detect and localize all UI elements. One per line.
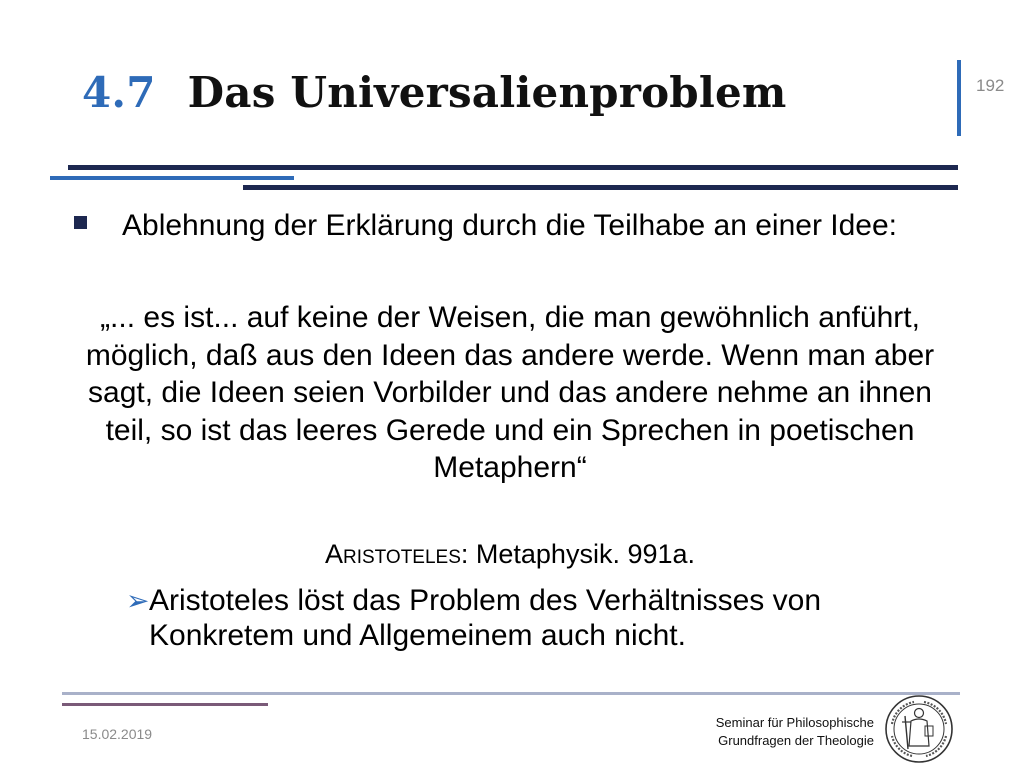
sub-point-text: Aristoteles löst das Problem des Verhältnisses von Konkretem und Allgemeinem auch nicht. <box>149 584 821 652</box>
header-rule-bottom <box>243 185 958 190</box>
page-number: 192 <box>976 76 1005 95</box>
header-vertical-bar <box>957 60 961 136</box>
footer-date: 15.02.2019 <box>82 726 153 742</box>
square-bullet-icon <box>74 216 87 229</box>
organization-line-2: Grundfragen der Theologie <box>718 732 874 748</box>
citation-work: : Metaphysik. 991a. <box>460 539 696 569</box>
footer-rule <box>62 692 960 695</box>
organization-line-1: Seminar für Philosophische <box>715 715 874 730</box>
title-text: Das Universalienproblem <box>187 68 787 117</box>
header-rule-accent <box>50 176 294 180</box>
section-number: 4.7 <box>82 68 156 117</box>
bullet-text: Ablehnung der Erklärung durch die Teilhabe an einer Idee: <box>122 209 897 242</box>
footer-organization <box>690 714 874 749</box>
university-seal-icon <box>884 694 954 764</box>
citation-author: Aristoteles <box>324 539 461 569</box>
slide-title <box>82 70 787 116</box>
footer-rule-accent <box>62 703 268 706</box>
arrow-bullet-icon: ➢ <box>126 585 150 616</box>
citation <box>62 537 958 571</box>
header-rule-top <box>68 165 958 170</box>
quote-block: „... es ist... auf keine der Weisen, die man gewöhnlich anführt, möglich, daß aus den Ideen das andere werde. Wenn man aber sagt, die Ideen seien Vorbilder und das andere nehme an ihnen teil, so ist das leeres Gerede und ein Sprechen in poetischen Metaphern“ <box>85 301 935 484</box>
